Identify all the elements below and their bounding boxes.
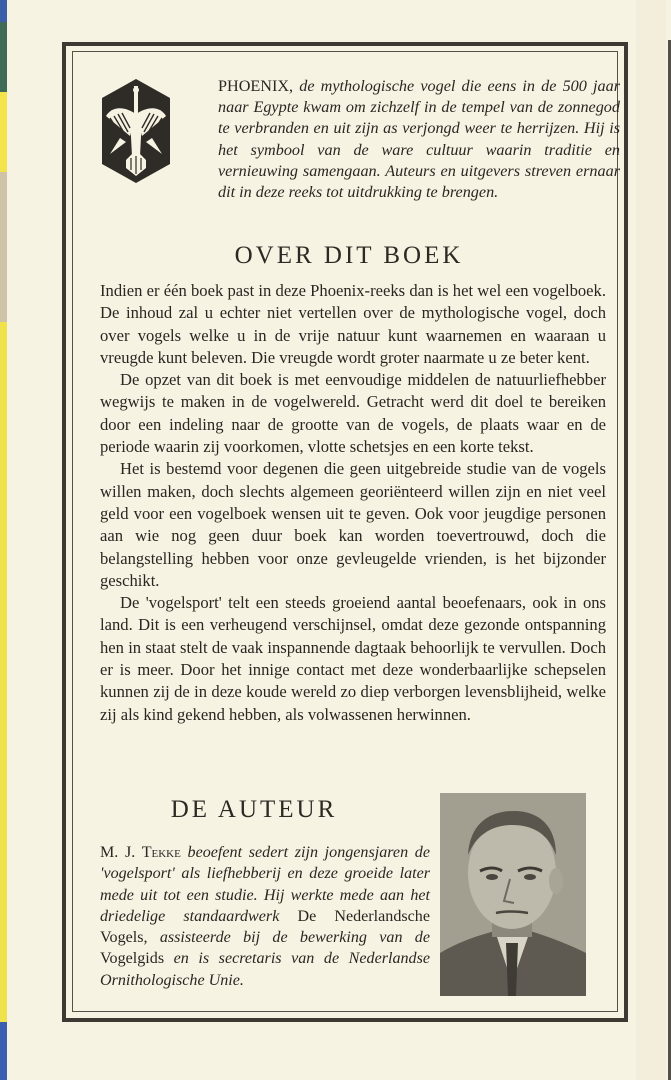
author-bio-part-3: en is secretaris van de Nederlandse Ornithologische Unie. [100, 950, 430, 989]
page-edge [636, 0, 666, 1080]
paragraph-3: Het is bestemd voor degenen die geen uitgebreide studie van de vogels willen maken, doch slechts algemeen georiënteerd willen zijn en niet veel geld voor een vogelboek wensen uit te geven. Ook voor jeugdige personen aan wie nog geen duur boek kan worden toevertrouwd, doch die belangstelling hebben voor onze gevleugelde vrienden, is het bijzonder geschikt. [100, 459, 606, 590]
book-title-vogelgids: Vogelgids [100, 950, 165, 968]
author-portrait-photo-icon [440, 793, 586, 996]
heading-de-auteur: DE AUTEUR [170, 796, 338, 823]
phoenix-hexagon-logo-icon [100, 76, 172, 186]
book-title-nederlandsche-vogels: De Nederlandsche Vogels, [100, 907, 430, 947]
author-bio-part-2: assisteerde bij de bewerking van de [159, 929, 430, 947]
book-spine-strip [0, 0, 7, 1080]
phoenix-lead: PHOENIX, [218, 77, 294, 95]
paragraph-4: De 'vogelsport' telt een steeds groeiend aantal beoefenaars, ook in ons land. Dit is een verheugend verschijnsel, omdat deze gezonde ontspanning hen in staat stelt de vaak inspannende dagtaak behoorlijk te vervullen. Doch er is meer. Door het innige contact met deze wonderbaarlijke schepselen kunnen zij de in deze koude wereld zo diep verborgen levensblijheid, welke zij als kind gekend hebben, als volwassenen herwinnen. [100, 593, 606, 724]
author-name: M. J. Tekke [100, 844, 181, 861]
author-bio [100, 842, 430, 991]
paragraph-2: De opzet van dit boek is met eenvoudige middelen de natuurliefhebber wegwijs te maken in de vogelwereld. Getracht werd dit doel te bereiken door een indeling naar de grootte van de vogels, de plaats waar en de periode waarin zij voorkomen, vlotte schetsjes en een korte tekst. [100, 370, 606, 457]
author-bio-part-1: beoefent sedert zijn jongensjaren de 'vogelsport' als liefhebberij en deze groeide later mede uit tot een studie. Hij werkte mede aan het driedelige standaardwerk [100, 844, 430, 925]
phoenix-series-blurb [218, 76, 620, 203]
heading-over-dit-boek: OVER DIT BOEK [234, 242, 464, 269]
paragraph-1: Indien er één boek past in deze Phoenix-reeks dan is het wel een vogelboek. De inhoud zal u echter niet vertellen over de mythologische vogel, doch over vogels welke u in de vrije natuur kunt waarnemen en waaraan u vreugde kunt beleven. Die vreugde wordt groter naarmate u ze beter kent. [100, 281, 606, 367]
book-description [100, 280, 606, 726]
phoenix-description: de mythologische vogel die eens in de 500 jaar naar Egypte kwam om zichzelf in de tempel van de zonnegod te verbranden en uit zijn as verjongd weer te herrijzen. Hij is het symbool van de ware cultuur waarin traditie en vernieuwing samengaan. Auteurs en uitgevers streven ernaar dit in deze reeks tot uitdrukking te brengen. [218, 77, 620, 202]
